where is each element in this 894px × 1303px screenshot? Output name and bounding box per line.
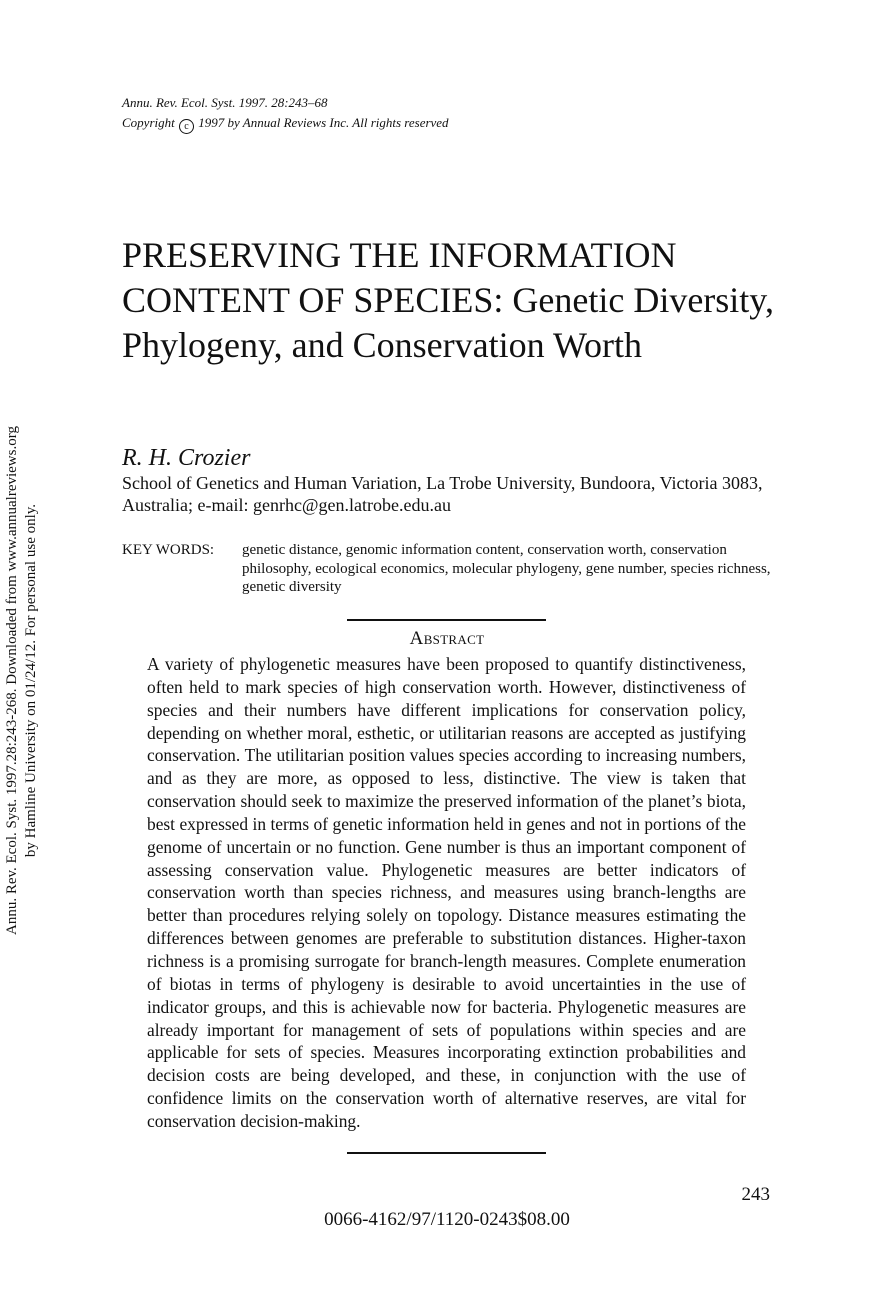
abstract-heading: Abstract: [409, 628, 485, 649]
download-notice-line2: by Hamline University on 01/24/12. For personal use only.: [23, 503, 39, 858]
article-title: PRESERVING THE INFORMATION CONTENT OF SPECIES: Genetic Diversity, Phylogeny, and Conservation Worth: [122, 235, 774, 365]
copyright-prefix: Copyright: [122, 115, 175, 130]
abstract-bottom-divider: [347, 1152, 546, 1154]
copyright-suffix: 1997 by Annual Reviews Inc. All rights reserved: [198, 115, 449, 130]
copyright-icon: c: [179, 119, 194, 134]
author-name: R. H. Crozier: [122, 445, 251, 471]
download-notice: [3, 426, 41, 935]
abstract-top-divider: [347, 619, 546, 621]
download-notice-line1: Annu. Rev. Ecol. Syst. 1997.28:243-268. Downloaded from www.annualreviews.org: [4, 426, 20, 935]
abstract-text: A variety of phylogenetic measures have been proposed to quantify distinctiveness, often held to mark species of high conservation worth. However, distinctiveness of species and their numbers have different implications for conservation policy, depending on whether moral, esthetic, or utilitarian reasons are accepted as justifying conservation. The utilitarian position values species according to increasing numbers, and as they are more, as opposed to less, distinctive. The view is taken that conservation should seek to maximize the preserved information of the planet’s biota, best expressed in terms of genetic information held in genes and not in portions of the genome of uncertain or no function. Gene number is thus an important component of assessing conservation value. Phylogenetic measures are better indicators of conservation worth than species richness, and measures using branch-lengths are better than procedures relying solely on topology. Distance measures estimating the differences between genomes are preferable to substitution distances. Higher-taxon richness is a promising surrogate for branch-length measures. Complete enumeration of biotas in terms of phylogeny is desirable to avoid uncertainties in the use of indicator groups, and this is achievable now for bacteria. Phylogenetic measures are already important for management of sets of populations within species and are applicable for sets of species. Measures incorporating extinction probabilities and decision costs are being developed, and these, in conjunction with the use of confidence limits on the conservation worth of alternative reserves, are vital for conservation decision-making.: [147, 654, 746, 1131]
page-number: 243: [741, 1184, 770, 1205]
issn-price-line: 0066-4162/97/1120-0243$08.00: [324, 1209, 570, 1230]
keywords-label: KEY WORDS:: [122, 542, 215, 558]
journal-citation: Annu. Rev. Ecol. Syst. 1997. 28:243–68: [122, 95, 328, 110]
copyright-line: [122, 114, 449, 134]
author-affiliation: School of Genetics and Human Variation, La Trobe University, Bundoora, Victoria 3083, Australia; e-mail: genrhc@gen.latrobe.edu.au: [122, 473, 763, 515]
keywords-list: genetic distance, genomic information content, conservation worth, conservation philosophy, ecological economics, molecular phylogeny, gene number, species richness, genetic diversity: [242, 542, 771, 595]
